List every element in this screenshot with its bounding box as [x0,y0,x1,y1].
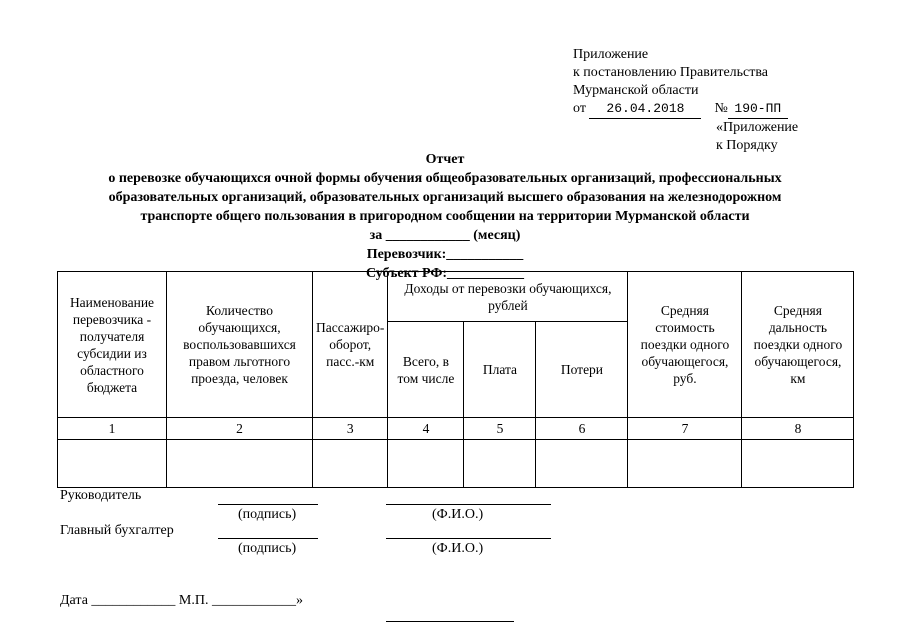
report-table [57,271,854,488]
column-number: 7 [628,418,742,440]
column-number: 5 [464,418,536,440]
report-title-line-2: образовательных организаций, образовательных организаций высшего образования на железнодорожном [108,190,782,205]
appendix-line-3: Мурманской области [573,83,699,98]
header-carrier-name: Наименование перевозчика - получателя субсидии из областного бюджета [58,272,167,418]
header-avg-distance: Средняя дальность поездки одного обучающегося, км [742,272,854,418]
table-row [58,440,854,488]
report-title-line-3: транспорте общего пользования в пригородном сообщении на территории Мурманской области [140,209,750,224]
accountant-signature-line[interactable] [218,538,318,539]
report-title-block [60,150,830,283]
appendix-line-1: Приложение [573,47,649,62]
report-period [60,226,830,245]
director-name-caption: (Ф.И.О.) [432,507,484,522]
appendix-line-5: «Приложение [716,120,799,135]
column-number: 6 [536,418,628,440]
date-stamp-line [60,593,303,609]
resolution-date: 26.04.2018 [589,100,701,119]
column-number: 2 [167,418,313,440]
column-number: 3 [313,418,388,440]
accountant-signature-caption: (подпись) [238,541,297,556]
stamp-label: М.П. [178,593,209,608]
date-prefix: от [573,101,586,116]
director-signature-caption: (подпись) [238,507,297,522]
header-income-total: Всего, в том числе [388,322,464,418]
header-avg-cost: Средняя стоимость поездки одного обучающегося, руб. [628,272,742,418]
subject-line: Субъект РФ:___________ [365,266,525,281]
header-income-fee: Плата [464,322,536,418]
data-cell[interactable] [536,440,628,488]
date-label: Дата [60,593,88,608]
bottom-rule [386,621,514,622]
closing-quote: » [295,593,303,608]
report-heading: Отчет [425,152,465,167]
appendix-block [573,46,798,155]
column-number: 1 [58,418,167,440]
header-income-losses: Потери [536,322,628,418]
director-signature-line[interactable] [218,504,318,505]
number-prefix: № [714,101,728,116]
appendix-line-2: к постановлению Правительства [573,65,769,80]
period-suffix: (месяц) [473,228,521,243]
accountant-name-caption: (Ф.И.О.) [432,541,484,556]
director-label: Руководитель [60,488,142,503]
appendix-line-6: к Порядку [716,138,778,153]
column-number: 8 [742,418,854,440]
stamp-blank[interactable]: ____________ [211,593,296,608]
data-cell[interactable] [313,440,388,488]
column-number: 4 [388,418,464,440]
header-income: Доходы от перевозки обучающихся, рублей [388,272,628,322]
header-students-count: Количество обучающихся, воспользовавшихся правом льготного проезда, человек [167,272,313,418]
director-name-line[interactable] [386,504,551,505]
accountant-label: Главный бухгалтер [60,523,174,538]
resolution-number: 190-ПП [728,100,788,119]
data-cell[interactable] [388,440,464,488]
date-blank[interactable]: ____________ [91,593,176,608]
carrier-line: Перевозчик:___________ [366,247,524,262]
appendix-date-line [573,100,798,119]
data-cell[interactable] [628,440,742,488]
data-cell[interactable] [58,440,167,488]
period-blank: ____________ [385,228,470,243]
report-title-line-1: о перевозке обучающихся очной формы обучения общеобразовательных организаций, профессиональных [108,171,782,186]
data-cell[interactable] [167,440,313,488]
accountant-name-line[interactable] [386,538,551,539]
data-cell[interactable] [464,440,536,488]
period-prefix: за [369,228,383,243]
data-cell[interactable] [742,440,854,488]
header-passenger-turnover: Пассажиро-оборот, пасс.-км [313,272,388,418]
